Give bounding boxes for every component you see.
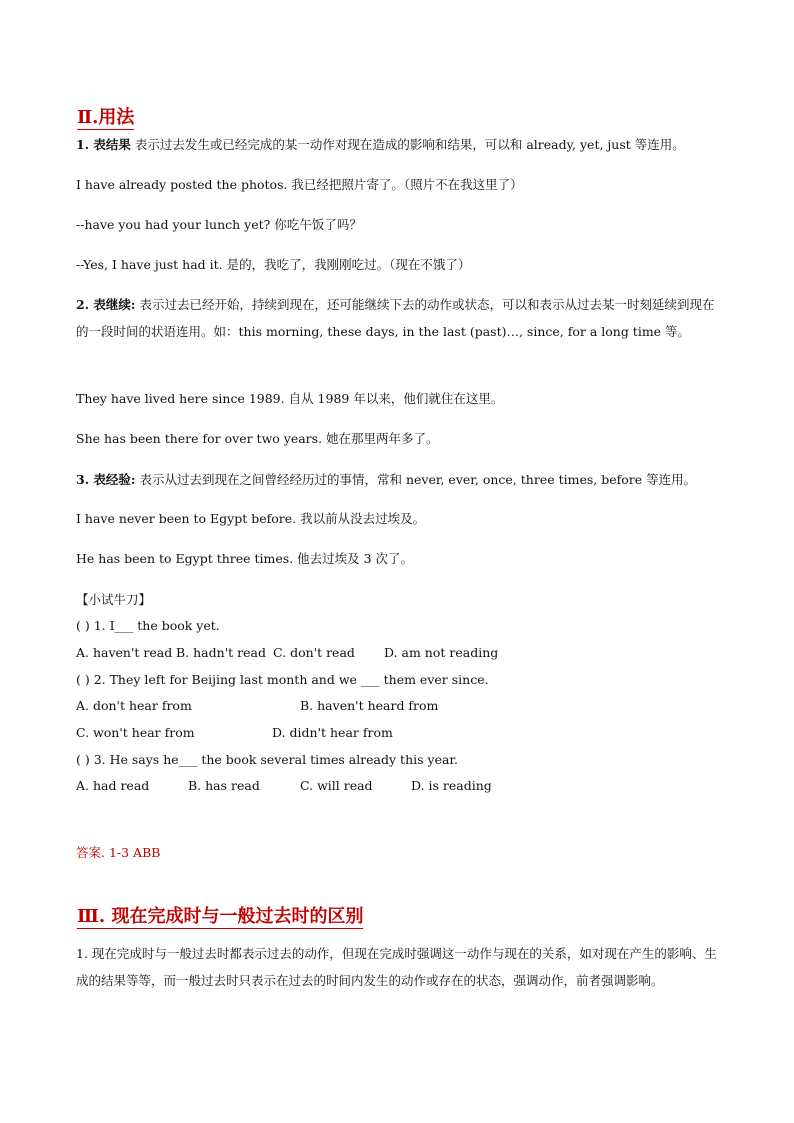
example-line: --Yes, I have just had it. 是的，我吃了，我刚刚吃过。（现在不饿了） <box>76 257 471 272</box>
usage-label-3: 3. 表经验: <box>76 472 136 487</box>
usage-paragraph-2 <box>76 291 720 345</box>
quiz-option: C. won't hear from <box>76 725 195 740</box>
quiz-option: C. will read <box>300 778 373 793</box>
usage-label-1: 1. 表结果 <box>76 137 131 152</box>
quiz-title: 【小试牛刀】 <box>76 592 152 607</box>
example-line: She has been there for over two years. 她在那里两年多了。 <box>76 431 439 446</box>
quiz-option: B. has read <box>188 778 260 793</box>
quiz-option: A. haven't read <box>76 645 173 660</box>
section-heading-comparison: Ⅲ. 现在完成时与一般过去时的区别 <box>77 906 364 927</box>
usage-text-1: 表示过去发生或已经完成的某一动作对现在造成的影响和结果，可以和 already, yet, just 等连用。 <box>130 137 685 152</box>
usage-text-2: 表示过去已经开始，持续到现在，还可能继续下去的动作或状态，可以和表示从过去某一时刻延续到现在的一段时间的状语连用。如：this morning, these days, in the last (past)…, since, for a long time 等。 <box>76 297 715 339</box>
quiz-question-1: ( ) 1. I___ the book yet. <box>76 618 220 633</box>
quiz-option: A. had read <box>76 778 150 793</box>
quiz-option: C. don't read <box>273 645 355 660</box>
quiz-option: A. don't hear from <box>76 698 192 713</box>
quiz-option: D. am not reading <box>384 645 499 660</box>
example-line: --have you had your lunch yet? 你吃午饭了吗？ <box>76 217 362 232</box>
example-line: I have already posted the photos. 我已经把照片寄了。（照片不在我这里了） <box>76 177 523 192</box>
example-line: They have lived here since 1989. 自从 1989 年以来，他们就住在这里。 <box>76 391 504 406</box>
quiz-question-3: ( ) 3. He says he___ the book several times already this year. <box>76 752 458 767</box>
usage-text-3: 表示从过去到现在之间曾经经历过的事情，常和 never, ever, once, three times, before 等连用。 <box>135 472 697 487</box>
quiz-option: B. haven't heard from <box>300 698 439 713</box>
usage-paragraph-3 <box>76 466 720 493</box>
comparison-paragraph: 1. 现在完成时与一般过去时都表示过去的动作，但现在完成时强调这一动作与现在的关系，如对现在产生的影响、生成的结果等等，而一般过去时只表示在过去的时间内发生的动作或存在的状态，强调动作，前者强调影响。 <box>76 946 717 988</box>
quiz-option: B. hadn't read <box>176 645 266 660</box>
quiz-answer: 答案. 1-3 ABB <box>76 845 161 860</box>
quiz-option: D. didn't hear from <box>272 725 393 740</box>
usage-label-2: 2. 表继续: <box>76 297 136 312</box>
example-line: He has been to Egypt three times. 他去过埃及 3 次了。 <box>76 551 414 566</box>
quiz-option: D. is reading <box>411 778 492 793</box>
usage-paragraph-1 <box>76 131 720 158</box>
section-heading-usage: Ⅱ.用法 <box>77 107 135 128</box>
quiz-question-2: ( ) 2. They left for Beijing last month and we ___ them ever since. <box>76 672 489 687</box>
example-line: I have never been to Egypt before. 我以前从没去过埃及。 <box>76 511 426 526</box>
